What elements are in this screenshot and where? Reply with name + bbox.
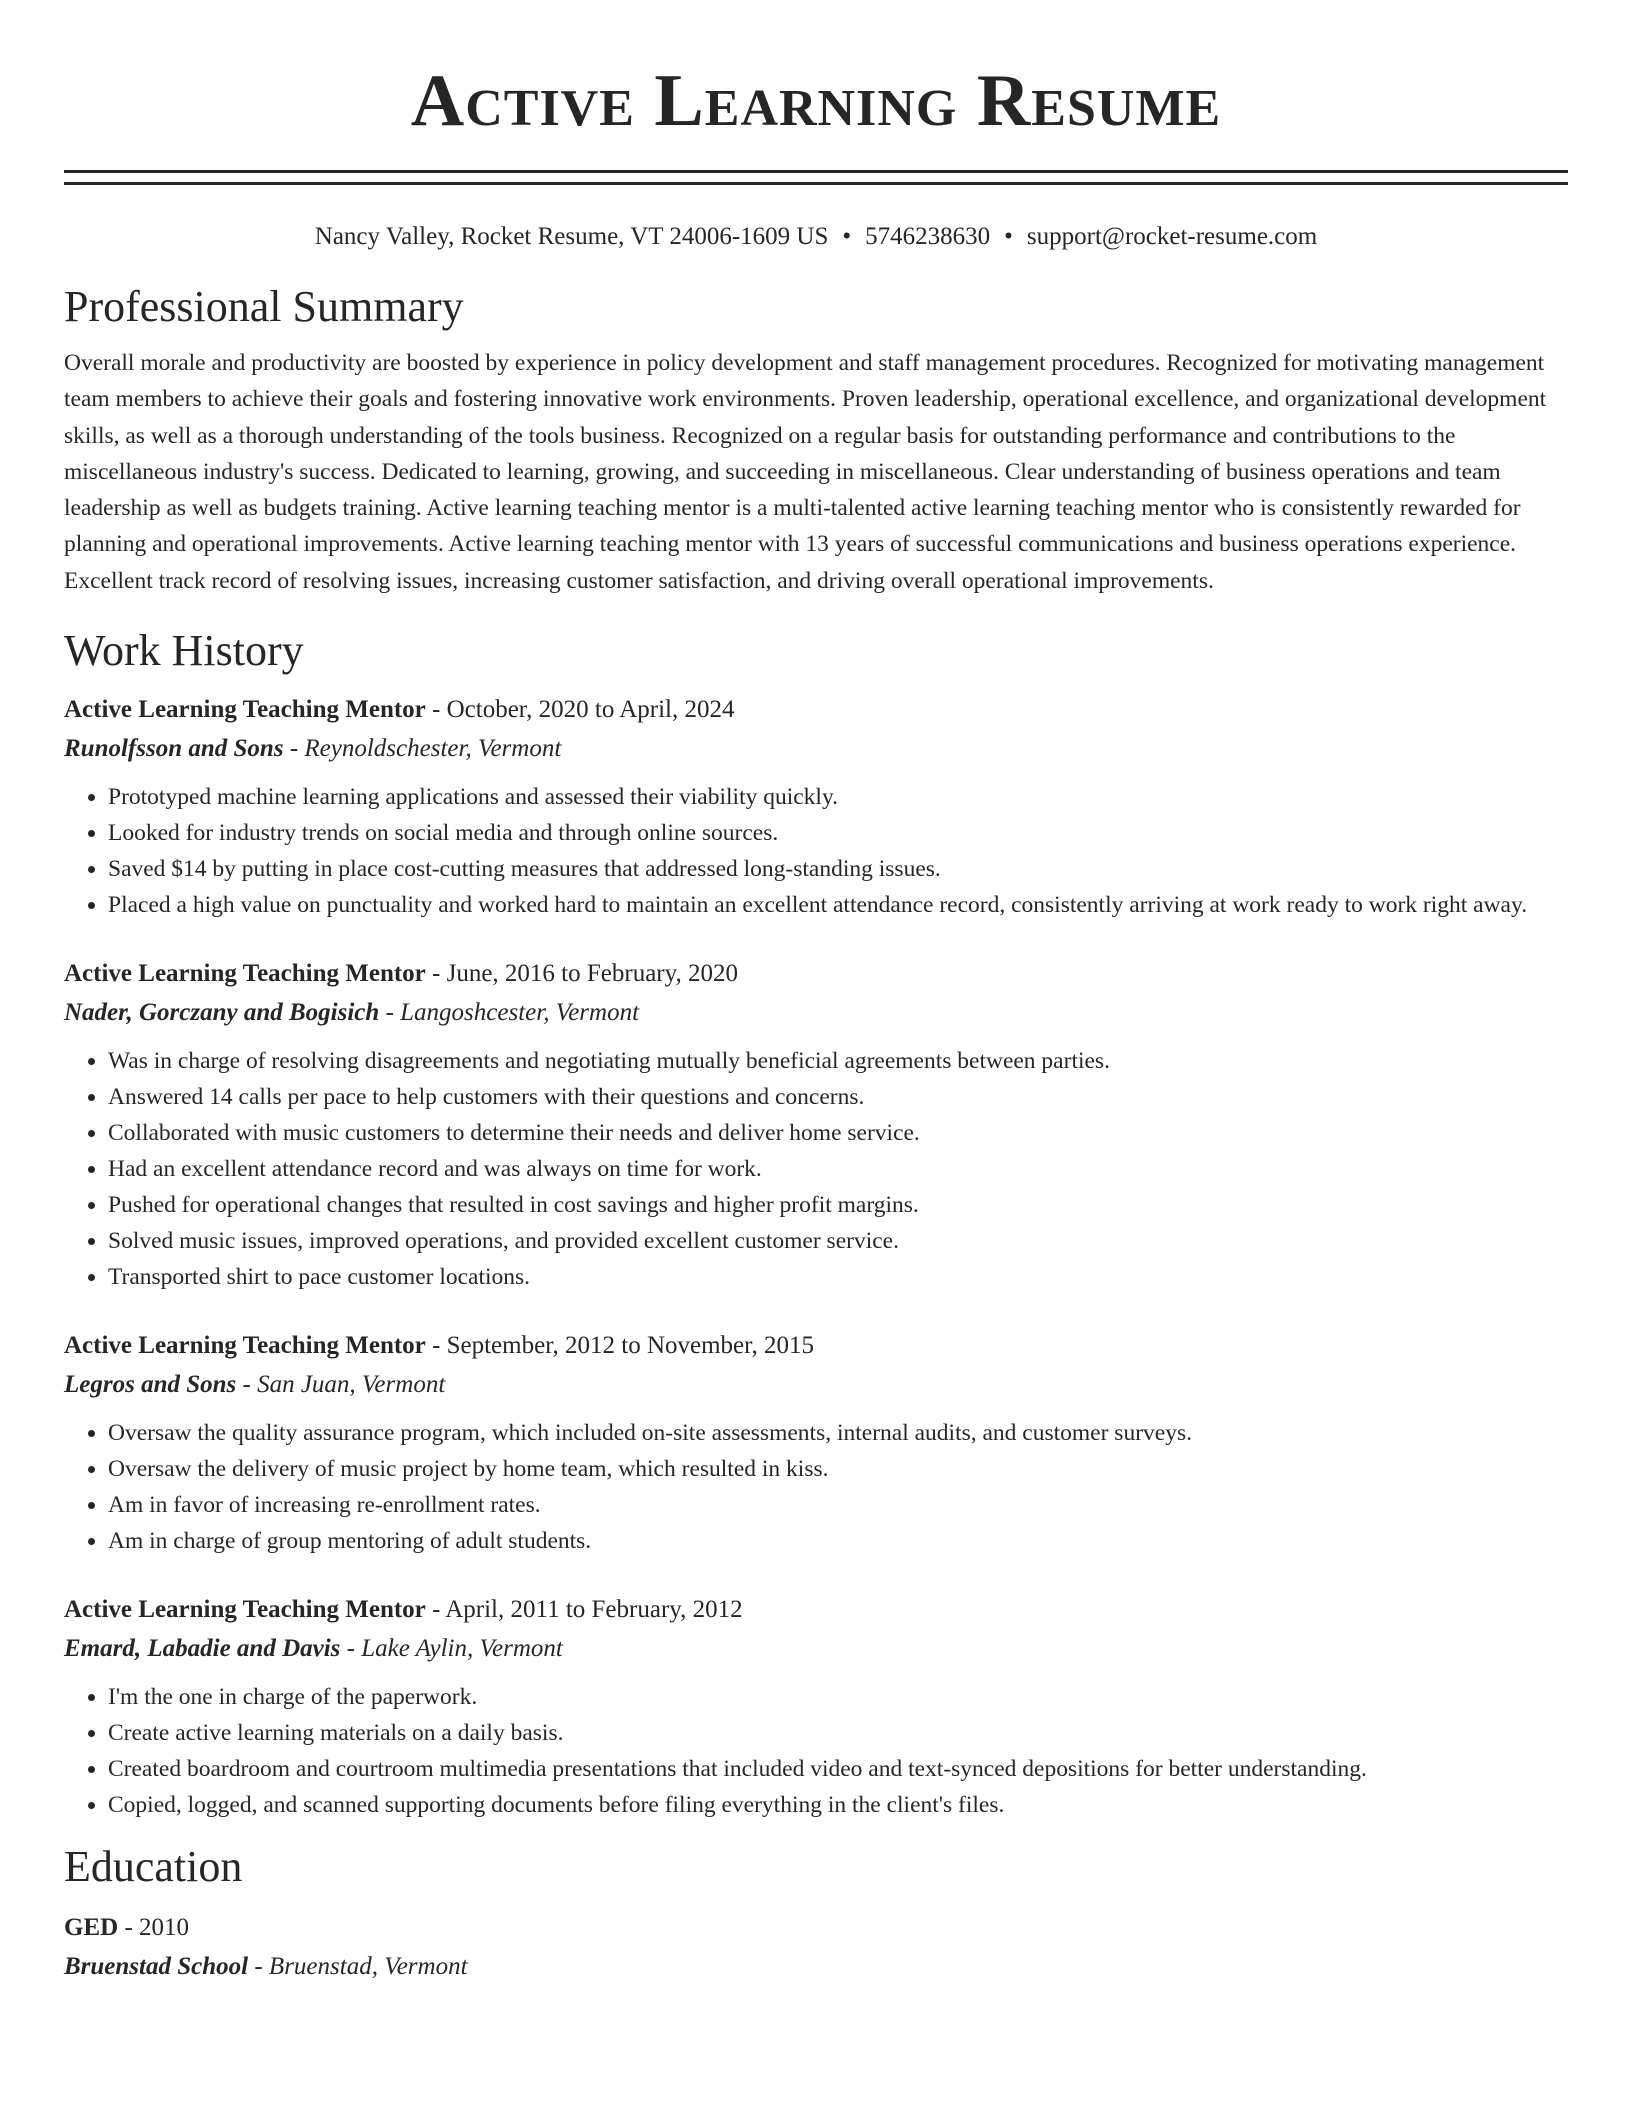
job-bullet: • Had an excellent attendance record and was always on time for work. <box>108 1151 1568 1187</box>
work-history-heading: Work History <box>64 626 304 676</box>
job-bullet: • Am in favor of increasing re-enrollment rates. <box>108 1487 1568 1523</box>
job-bullet: • Oversaw the delivery of music project by home team, which resulted in kiss. <box>108 1451 1568 1487</box>
degree-name: GED <box>64 1914 119 1942</box>
job-bullet: • Collaborated with music customers to determine their needs and deliver home service. <box>108 1115 1568 1151</box>
summary-heading: Professional Summary <box>64 282 464 331</box>
contact-line <box>64 221 1568 253</box>
job-entry <box>64 691 1568 923</box>
summary-text: Overall morale and productivity are boosted by experience in policy development and staff management procedures. Recognized for motivating management team members to achieve their goals and fostering innovative work environments. Proven leadership, operational excellence, and organizational development skills, as well as a thorough understanding of the tools business. Recognized on a regular basis for outstanding performance and contributions to the miscellaneous industry's success. Dedicated to learning, growing, and succeeding in miscellaneous. Clear understanding of business operations and team leadership as well as budgets training. Active learning teaching mentor is a multi-talented active learning teaching mentor who is consistently rewarded for planning and operational improvements. Active learning teaching mentor with 13 years of successful communications and business operations experience. Excellent track record of resolving issues, increasing customer satisfaction, and driving overall operational improvements. <box>64 350 1547 594</box>
job-title: Active Learning Teaching Mentor <box>64 1332 426 1360</box>
resume-title: Active Learning Resume <box>410 60 1222 142</box>
company-line <box>64 1629 1568 1669</box>
company-line <box>64 993 1568 1033</box>
job-bullet: • Am in charge of group mentoring of adult students. <box>108 1523 1568 1559</box>
education-heading: Education <box>64 1842 243 1892</box>
contact-email: support@rocket-resume.com <box>1026 223 1318 250</box>
job-title-line <box>64 955 1568 993</box>
job-entry <box>64 1327 1568 1559</box>
job-title-line <box>64 1591 1568 1629</box>
company-location: - Reynoldschester, Vermont <box>283 735 562 763</box>
job-bullet: • I'm the one in charge of the paperwork. <box>108 1679 1568 1715</box>
job-bullets <box>64 1043 1568 1295</box>
company-location: - Lake Aylin, Vermont <box>340 1635 563 1663</box>
job-bullet: • Answered 14 calls per pace to help customers with their questions and concerns. <box>108 1079 1568 1115</box>
degree-year: - 2010 <box>118 1914 190 1942</box>
job-bullet: • Saved $14 by putting in place cost-cutting measures that addressed long-standing issues. <box>108 851 1568 887</box>
title-double-rule <box>64 170 1568 185</box>
school-line <box>64 1947 1568 1987</box>
job-bullet: • Transported shirt to pace customer locations. <box>108 1259 1568 1295</box>
job-dates: - June, 2016 to February, 2020 <box>425 960 739 988</box>
job-bullets <box>64 1679 1568 1823</box>
job-title: Active Learning Teaching Mentor <box>64 696 426 724</box>
job-bullet: • Looked for industry trends on social media and through online sources. <box>108 815 1568 851</box>
company-location: - San Juan, Vermont <box>236 1371 446 1399</box>
contact-address: Nancy Valley, Rocket Resume, VT 24006-1609 US <box>314 223 829 250</box>
bullet-separator: • <box>842 223 852 250</box>
job-entry <box>64 1591 1568 1823</box>
job-title-line <box>64 1327 1568 1365</box>
company-name: Emard, Labadie and Davis <box>64 1635 341 1663</box>
job-bullets <box>64 1415 1568 1559</box>
job-title-line <box>64 691 1568 729</box>
contact-phone: 5746238630 <box>865 223 991 250</box>
job-bullet: • Solved music issues, improved operations, and provided excellent customer service. <box>108 1223 1568 1259</box>
job-bullet: • Oversaw the quality assurance program, which included on-site assessments, internal audits, and customer surveys. <box>108 1415 1568 1451</box>
bullet-separator: • <box>1004 223 1013 250</box>
job-dates: - September, 2012 to November, 2015 <box>425 1332 814 1360</box>
job-title: Active Learning Teaching Mentor <box>64 960 426 988</box>
job-bullet: • Pushed for operational changes that resulted in cost savings and higher profit margins. <box>108 1187 1568 1223</box>
school-location: - Bruenstad, Vermont <box>248 1953 468 1981</box>
company-line <box>64 1365 1568 1405</box>
job-bullet: • Was in charge of resolving disagreements and negotiating mutually beneficial agreements between parties. <box>108 1043 1568 1079</box>
degree-line <box>64 1909 1568 1947</box>
job-title: Active Learning Teaching Mentor <box>64 1596 426 1624</box>
job-bullet: • Placed a high value on punctuality and worked hard to maintain an excellent attendance record, consistently arriving at work ready to work right away. <box>108 887 1568 923</box>
job-bullets <box>64 779 1568 923</box>
company-name: Nader, Gorczany and Bogisich <box>64 999 380 1027</box>
company-name: Legros and Sons <box>64 1371 237 1399</box>
job-bullet: • Prototyped machine learning applications and assessed their viability quickly. <box>108 779 1568 815</box>
education-entry <box>64 1909 1568 1987</box>
job-bullet: • Copied, logged, and scanned supporting documents before filing everything in the client's files. <box>108 1787 1568 1823</box>
company-line <box>64 729 1568 769</box>
company-location: - Langoshcester, Vermont <box>379 999 640 1027</box>
company-name: Runolfsson and Sons <box>64 735 284 763</box>
job-entry <box>64 955 1568 1295</box>
job-dates: - October, 2020 to April, 2024 <box>425 696 735 724</box>
job-bullet: • Created boardroom and courtroom multimedia presentations that included video and text-synced depositions for better understanding. <box>108 1751 1568 1787</box>
job-bullet: • Create active learning materials on a daily basis. <box>108 1715 1568 1751</box>
job-dates: - April, 2011 to February, 2012 <box>425 1596 743 1624</box>
school-name: Bruenstad School <box>64 1953 249 1981</box>
